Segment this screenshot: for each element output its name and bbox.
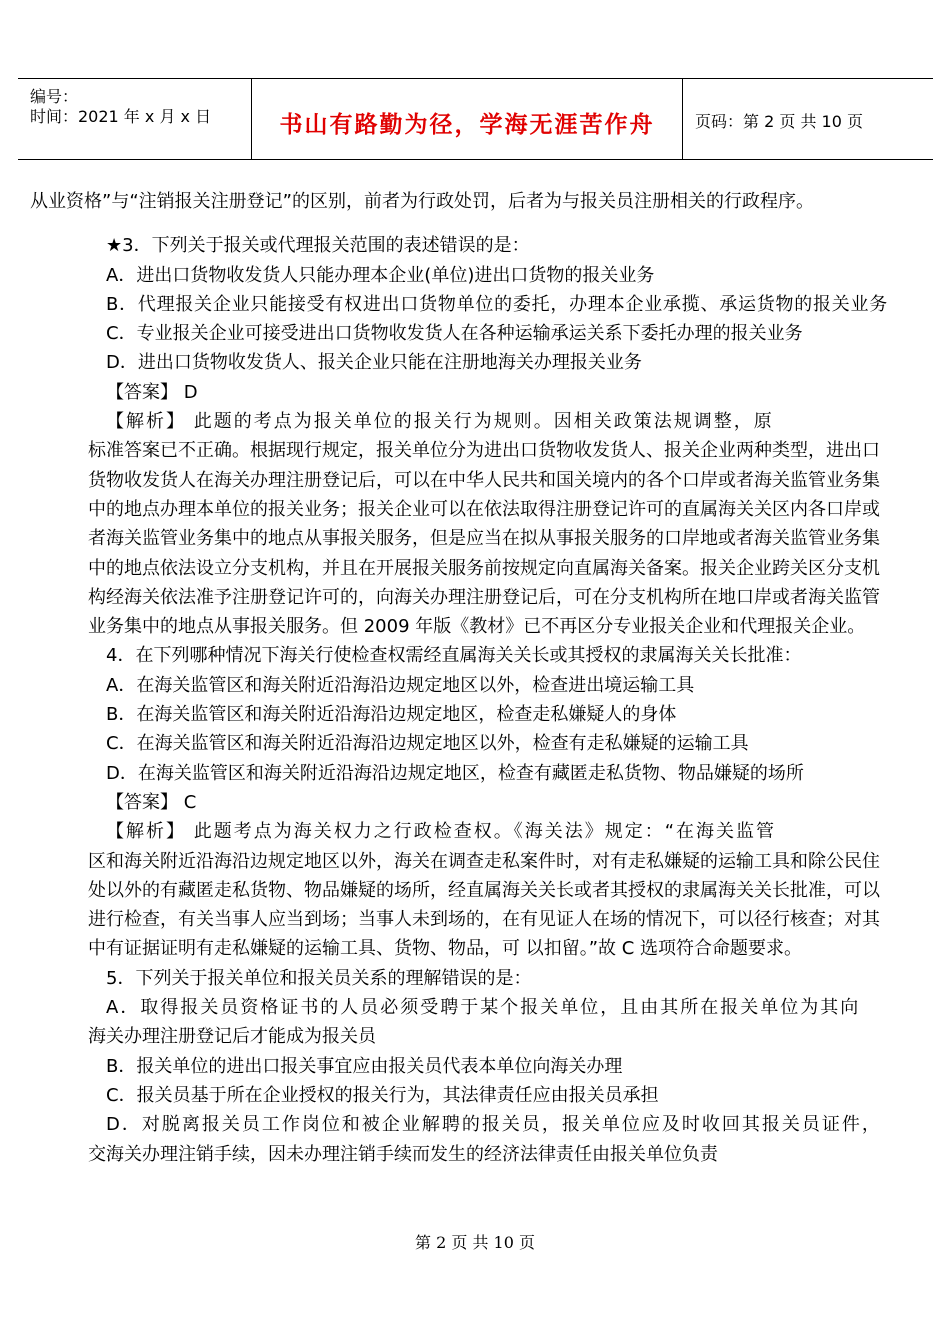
question-4-answer: 【答案】 C: [106, 791, 197, 813]
document-time-label: 时间：2021 年 x 月 x 日: [30, 107, 212, 126]
question-5-option-b: B．报关单位的进出口报关事宜应由报关员代表本单位向海关办理: [106, 1055, 623, 1077]
header-page-cell: [683, 79, 933, 159]
header-motto: 书山有路勤为径，学海无涯苦作舟: [279, 112, 655, 138]
question-5-option-a: A．取得报关员资格证书的人员必须受聘于某个报关单位，且由其所在报关单位为其向 海关办理注册登记后才能成为报关员: [88, 997, 861, 1048]
question-4-option-a: A．在海关监管区和海关附近沿海沿边规定地区以外，检查进出境运输工具: [106, 674, 695, 696]
page-footer: 第 2 页 共 10 页: [415, 1233, 535, 1252]
question-4-option-d: D．在海关监管区和海关附近沿海沿边规定地区，检查有藏匿走私货物、物品嫌疑的场所: [106, 762, 804, 784]
page-header: [18, 78, 933, 160]
question-3-stem: ★3．下列关于报关或代理报关范围的表述错误的是：: [106, 235, 530, 257]
question-3-option-b: B．代理报关企业只能接受有权进出口货物单位的委托，办理本企业承揽、承运货物的报关业务: [106, 293, 888, 315]
question-3-answer: 【答案】 D: [106, 381, 198, 403]
question-4-stem: 4．在下列哪种情况下海关行使检查权需经直属海关关长或其授权的隶属海关关长批准：: [106, 645, 802, 667]
question-5-stem: 5．下列关于报关单位和报关员关系的理解错误的是：: [106, 967, 532, 989]
question-4-analysis: 【解析】 此题考点为海关权力之行政检查权。《海关法》规定：“在海关监管 区和海关附近沿海沿边规定地区以外，海关在调查走私案件时，对有走私嫌疑的运输工具和除公民住处以外的有藏匿走私货物、物品嫌疑的场所，经直属海关关长或者其授权的隶属海关关长批准，可以进行检查，有关当事人应当到场；当事人未到场的，在有见证人在场的情况下，可以径行核查；对其中有证据证明有走私嫌疑的运输工具、货物、物品，可 以扣留。”故 C 选项符合命题要求。: [88, 821, 880, 960]
question-5-option-c: C．报关员基于所在企业授权的报关行为，其法律责任应由报关员承担: [106, 1084, 659, 1106]
header-page-code: 页码：第 2 页 共 10 页: [695, 112, 863, 131]
question-3-option-a: A．进出口货物收发货人只能办理本企业(单位)进出口货物的报关业务: [106, 264, 655, 286]
question-3-option-c: C．专业报关企业可接受进出口货物收发货人在各种运输承运关系下委托办理的报关业务: [106, 323, 803, 345]
header-motto-cell: [252, 79, 683, 159]
question-3-analysis: 【解析】 此题的考点为报关单位的报关行为规则。因相关政策法规调整，原 标准答案已不正确。根据现行规定，报关单位分为进出口货物收发货人、报关企业两种类型，进出口货物收发货人在海关办理注册登记后，可以在中华人民共和国关境内的各个口岸或者海关监管业务集中的地点办理本单位的报关业务；报关企业可以在依法取得注册登记许可的直属海关关区内各口岸或者海关监管业务集中的地点从事报关服务，但是应当在拟从事报关服务的口岸地或者海关监管业务集中的地点依法设立分支机构，并且在开展报关服务前按规定向直属海关备案。报关企业跨关区分支机构经海关依法准予注册登记许可的，向海关办理注册登记后，可在分支机构所在地口岸或者海关监管业务集中的地点从事报关服务。但 2009 年版《教材》已不再区分专业报关企业和代理报关企业。: [88, 411, 880, 638]
question-5-option-d: D．对脱离报关员工作岗位和被企业解聘的报关员，报关单位应及时收回其报关员证件， 交海关办理注销手续，因未办理注销手续而发生的经济法律责任由报关单位负责: [88, 1114, 882, 1165]
document-number-label: 编号：: [30, 87, 79, 106]
paragraph-continuation: 从业资格”与“注销报关注册登记”的区别，前者为行政处罚，后者为与报关员注册相关的行政程序。: [30, 191, 814, 212]
question-3-option-d: D．进出口货物收发货人、报关企业只能在注册地海关办理报关业务: [106, 352, 642, 374]
header-meta-cell: [18, 79, 252, 159]
document-body: [30, 187, 888, 1169]
question-4-option-b: B．在海关监管区和海关附近沿海沿边规定地区，检查走私嫌疑人的身体: [106, 704, 677, 726]
question-4-option-c: C．在海关监管区和海关附近沿海沿边规定地区以外，检查有走私嫌疑的运输工具: [106, 733, 749, 755]
